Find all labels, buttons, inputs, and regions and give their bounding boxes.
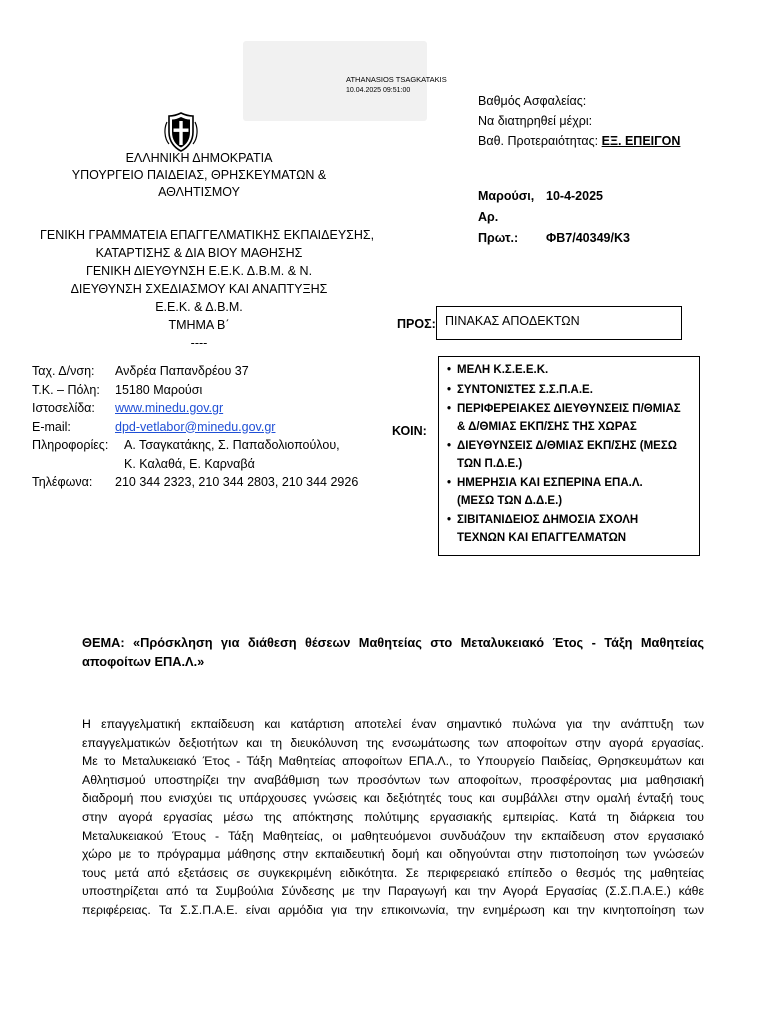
ministry-header: [40, 150, 358, 201]
dept-line: ----: [190, 336, 208, 350]
bullet-icon: •: [447, 364, 452, 376]
list-item: • ΠΕΡΙΦΕΡΕΙΑΚΕΣ ΔΙΕΥΘΥΝΣΕΙΣ Π/ΘΜΙΑΣ & Δ/ΘΜΙΑΣ ΕΚΠ/ΣΗΣ ΤΗΣ ΧΩΡΑΣ: [447, 403, 681, 433]
list-item: • ΗΜΕΡΗΣΙΑ ΚΑΙ ΕΣΠΕΡΙΝΑ ΕΠΑ.Λ. (ΜΕΣΩ ΤΩΝ Δ.Δ.Ε.): [447, 477, 643, 507]
priority-label: Βαθ. Προτεραιότητας:: [478, 134, 599, 148]
phones-label: Τηλέφωνα:: [32, 475, 93, 489]
email-link[interactable]: dpd-vetlabor@minedu.gov.gr: [115, 419, 276, 434]
document-date: 10-4-2025: [546, 189, 603, 203]
protocol-number: ΦΒ7/40349/Κ3: [546, 231, 630, 245]
body-line: τους μετά από εξετάσεις σε συγκεκριμένη ειδικότητα. Σε περιφερειακό επίπεδο ο θεσμός της μαθητείας: [82, 865, 704, 880]
body-line: Με το Μεταλυκειακό Έτος - Τάξη Μαθητείας αποφοίτων ΕΠΑ.Λ., το Υπουργείο Παιδείας, Θρησκευμάτων και: [82, 754, 704, 769]
dept-line: ΓΕΝΙΚΗ ΔΙΕΥΘΥΝΣΗ Ε.Ε.Κ. Δ.Β.Μ. & Ν.: [85, 264, 313, 278]
body-line: Αθλητισμού υποστηρίζει την αναβάθμιση των προσόντων των αποφοίτων, προσφέροντας μια μαθησιακή: [82, 772, 704, 787]
bullet-icon: •: [447, 403, 452, 415]
website-label: Ιστοσελίδα:: [32, 401, 95, 415]
address-label: Ταχ. Δ/νση:: [32, 364, 95, 378]
postal-value: 15180 Μαρούσι: [115, 382, 203, 397]
postal-label: Τ.Κ. – Πόλη:: [32, 382, 100, 397]
address-value: Ανδρέα Παπανδρέου 37: [115, 364, 249, 378]
koin-list: [447, 362, 693, 547]
ministry-line-2: ΑΘΛΗΤΙΣΜΟΥ: [158, 185, 240, 199]
koin-box: [438, 356, 700, 556]
info-label: Πληροφορίες:: [32, 438, 109, 452]
pros-value: ΠΙΝΑΚΑΣ ΑΠΟΔΕΚΤΩΝ: [445, 314, 580, 328]
subject-line-2: αποφοίτων ΕΠΑ.Λ.»: [82, 654, 205, 669]
email-label: E-mail:: [32, 419, 71, 434]
security-level-label: Βαθμός Ασφαλείας:: [478, 94, 587, 108]
body-line: επαγγελματικών δεξιοτήτων και τη διευκόλυνση της ενσωμάτωσης των αποφοίτων στην αγορά εργασίας.: [82, 735, 704, 750]
protocol-label: Αρ. Πρωτ.:: [478, 210, 519, 245]
info-line-2: Κ. Καλαθά, Ε. Καρναβά: [124, 456, 255, 471]
security-info: [478, 91, 680, 151]
department-header: [40, 226, 375, 352]
pros-label: ΠΡΟΣ:: [397, 317, 436, 331]
koin-label: ΚΟΙΝ:: [392, 424, 427, 438]
keep-until-label: Να διατηρηθεί μέχρι:: [478, 114, 593, 128]
place-label: Μαρούσι,: [478, 189, 535, 203]
body-line: υποστηρίζεται από τα Συμβούλια Σύνδεσης με την Παραγωγή και την Αγορά Εργασίας (Σ.Σ.Π.Α.Ε.) κάθε: [82, 884, 704, 899]
republic-title: ΕΛΛΗΝΙΚΗ ΔΗΜΟΚΡΑΤΙΑ: [125, 151, 273, 165]
list-item: • ΣΙΒΙΤΑΝΙΔΕΙΟΣ ΔΗΜΟΣΙΑ ΣΧΟΛΗ ΤΕΧΝΩΝ ΚΑΙ ΕΠΑΓΓΕΛΜΑΤΩΝ: [447, 514, 639, 544]
bullet-icon: •: [447, 514, 452, 526]
pros-box: [436, 306, 682, 340]
dept-line: ΤΜΗΜΑ Β΄: [168, 318, 230, 332]
list-item: • ΜΕΛΗ Κ.Σ.Ε.Ε.Κ.: [447, 362, 693, 380]
body-line: Η επαγγελματική εκπαίδευση και κατάρτιση αποτελεί έναν σημαντικό πυλώνα για την ανάπτυξη των: [82, 717, 704, 731]
subject-line-1: ΘΕΜΑ: «Πρόσκληση για διάθεση θέσεων Μαθητείας στο Μεταλυκειακό Έτος - Τάξη Μαθητείας: [82, 635, 704, 650]
phones-value: 210 344 2323, 210 344 2803, 210 344 2926: [115, 475, 359, 489]
greek-emblem-icon: [163, 112, 199, 152]
priority-row: [478, 131, 680, 151]
list-item: • ΣΥΝΤΟΝΙΣΤΕΣ Σ.Σ.Π.Α.Ε.: [447, 382, 693, 400]
body-line: περιφέρειας. Τα Σ.Σ.Π.Α.Ε. είναι αρμόδια για την επικοινωνία, την ενημέρωση και την κινητοποίηση των: [82, 902, 704, 917]
bullet-icon: •: [447, 440, 452, 452]
signature-name: ATHANASIOS TSAGKATAKIS: [346, 75, 447, 84]
dept-line: ΚΑΤΑΡΤΙΣΗΣ & ΔΙΑ ΒΙΟΥ ΜΑΘΗΣΗΣ: [95, 246, 303, 260]
subject: [82, 633, 704, 671]
date-protocol: [478, 186, 630, 249]
body-line: Μεταλυκειακού Έτους - Τάξη Μαθητείας, οι μαθητευόμενοι συνδυάζουν την εκπαίδευση στον εργασιακό: [82, 828, 704, 843]
signature-datetime: 10.04.2025 09:51:00: [346, 87, 411, 94]
bullet-icon: •: [447, 477, 452, 489]
bullet-icon: •: [447, 383, 452, 396]
website-link[interactable]: www.minedu.gov.gr: [115, 401, 224, 415]
info-line-1: Α. Τσαγκατάκης, Σ. Παπαδολιοπούλου,: [124, 438, 340, 452]
dept-line: ΔΙΕΥΘΥΝΣΗ ΣΧΕΔΙΑΣΜΟΥ ΚΑΙ ΑΝΑΠΤΥΞΗΣ: [70, 282, 328, 296]
priority-value: ΕΞ. ΕΠΕΙΓΟΝ: [601, 134, 681, 148]
dept-line: ΓΕΝΙΚΗ ΓΡΑΜΜΑΤΕΙΑ ΕΠΑΓΓΕΛΜΑΤΙΚΗΣ ΕΚΠΑΙΔΕΥΣΗΣ,: [40, 228, 375, 242]
body-line: στην αγορά εργασίας μέσω της απόκτησης πολύτιμης εργασιακής εμπειρίας. Κατά τη διάρκεια του: [82, 809, 704, 824]
list-item: • ΔΙΕΥΘΥΝΣΕΙΣ Δ/ΘΜΙΑΣ ΕΚΠ/ΣΗΣ (ΜΕΣΩ ΤΩΝ Π.Δ.Ε.): [447, 440, 677, 470]
ministry-line-1: ΥΠΟΥΡΓΕΙΟ ΠΑΙΔΕΙΑΣ, ΘΡΗΣΚΕΥΜΑΤΩΝ &: [71, 168, 327, 182]
body-text: [82, 715, 704, 920]
dept-line: Ε.Ε.Κ. & Δ.Β.Μ.: [155, 300, 243, 314]
contact-info: [32, 362, 358, 492]
body-line: χώρο με το πρόγραμμα μάθησης στην εκπαιδευτική δομή και οδηγούνται στην πιστοποίηση των γνώσεών: [82, 847, 704, 862]
body-line: διαδρομή που ενισχύει τις υπάρχουσες γνώσεις και δεξιότητές τους και συμβάλλει στην ομαλή ένταξή τους: [82, 791, 704, 806]
